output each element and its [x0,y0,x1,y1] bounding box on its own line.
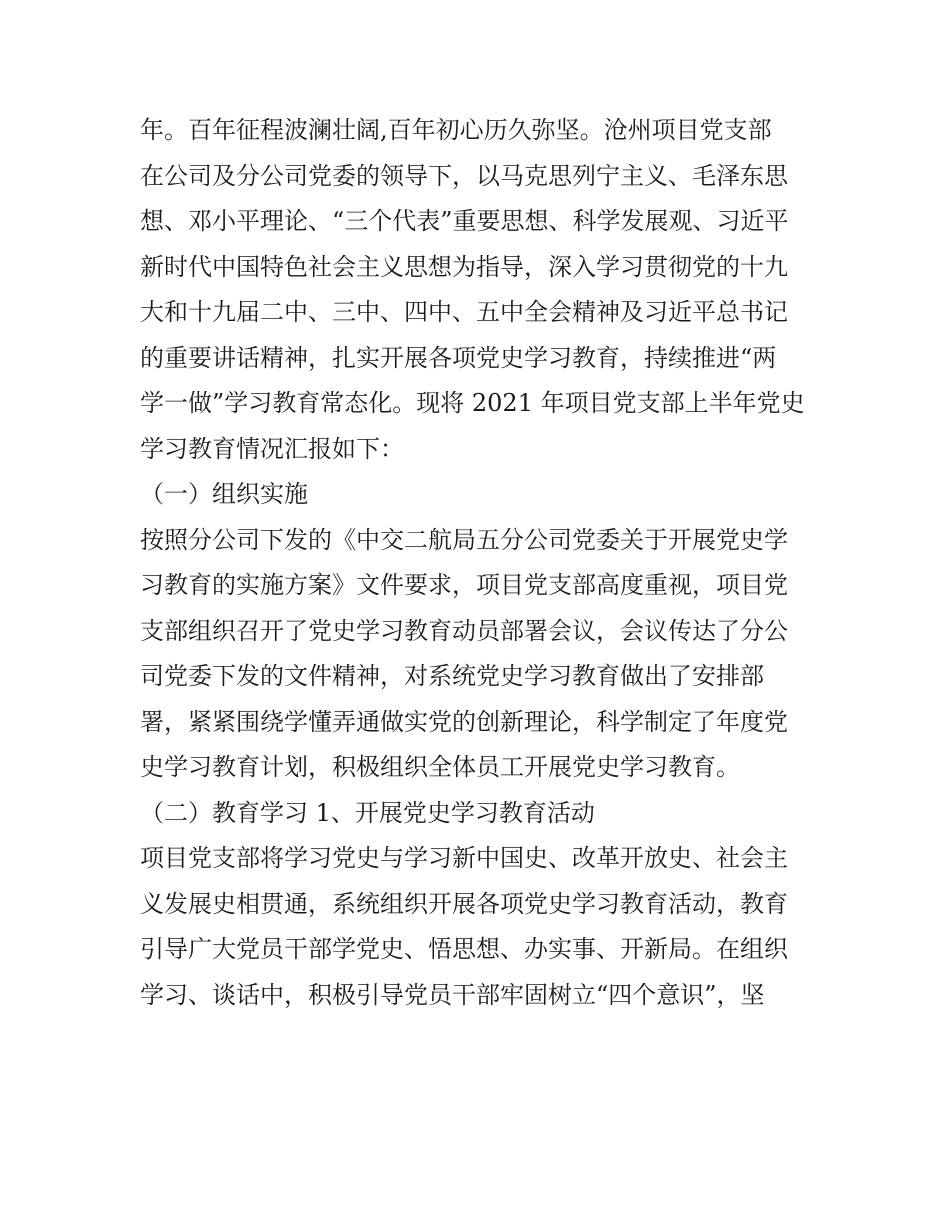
body-line: 义发展史相贯通，系统组织开展各项党史学习教育活动，教育 [140,889,788,918]
body-line: 支部组织召开了党史学习教育动员部署会议，会议传达了分公 [140,616,788,645]
body-line: 司党委下发的文件精神，对系统党史学习教育做出了安排部 [140,662,764,690]
section-heading-organization: （一）组织实施 [140,480,308,508]
section-heading-education: （二）教育学习 1、开展党史学习教育活动 [140,798,595,827]
body-line: 的重要讲话精神，扎实开展各项党史学习教育，持续推进“两 [140,343,777,372]
body-line: 新时代中国特色社会主义思想为指导，深入学习贯彻党的十九 [140,252,788,281]
document-body [140,108,820,1018]
body-line: 大和十九届二中、三中、四中、五中全会精神及习近平总书记 [140,298,788,326]
body-line: 项目党支部将学习党史与学习新中国史、改革开放史、社会主 [140,844,788,872]
body-line: 引导广大党员干部学党史、悟思想、办实事、开新局。在组织 [140,935,788,963]
body-line: 年。百年征程波澜壮阔,百年初心历久弥坚。沧州项目党支部 [140,116,772,144]
body-line: 习教育的实施方案》文件要求，项目党支部高度重视，项目党 [140,571,788,599]
body-line: 按照分公司下发的《中交二航局五分公司党委关于开展党史学 [140,525,788,554]
body-line: 学习教育情况汇报如下： [140,434,404,463]
body-line: 史学习教育计划，积极组织全体员工开展党史学习教育。 [140,753,740,781]
body-line: 署，紧紧围绕学懂弄通做实党的创新理论，科学制定了年度党 [140,707,788,736]
body-line: 学习、谈话中，积极引导党员干部牢固树立“四个意识”，坚 [140,980,765,1009]
body-line: 想、邓小平理论、“三个代表”重要思想、科学发展观、习近平 [140,207,789,235]
body-line: 在公司及分公司党委的领导下，以马克思列宁主义、毛泽东思 [140,161,788,190]
body-line: 学一做”学习教育常态化。现将 2021 年项目党支部上半年党史 [140,389,805,417]
